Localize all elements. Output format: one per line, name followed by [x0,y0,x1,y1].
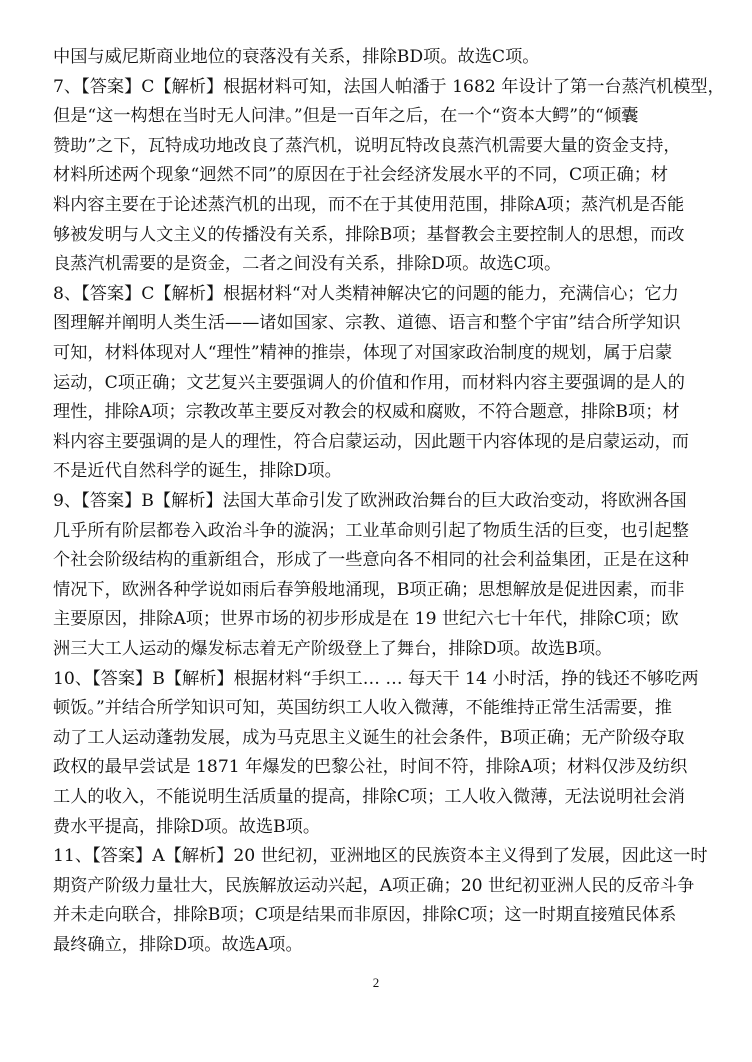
text-line: 料内容主要强调的是人的理性，符合启蒙运动，因此题干内容体现的是启蒙运动，而 [53,432,689,452]
text-line: 费水平提高，排除D项。故选B项。 [53,817,321,837]
text-line: 够被发明与人文主义的传播没有关系，排除B项；基督教会主要控制人的思想，而改 [53,225,685,245]
text-line: 8、【答案】C【解析】根据材料“对人类精神解决它的问题的能力，充满信心；它力 [53,284,679,304]
text-line: 但是“这一构想在当时无人问津。”但是一百年之后，在一个“资本大鳄”的“倾囊 [53,106,639,126]
text-line: 可知，材料体现对人“理性”精神的推崇，体现了对国家政治制度的规划，属于启蒙 [53,343,673,363]
page-number: 2 [372,975,380,990]
text-line: 图理解并阐明人类生活——诸如国家、宗教、道德、语言和整个宇宙”结合所学知识 [53,313,681,333]
text-line: 赞助”之下，瓦特成功地改良了蒸汽机，说明瓦特改良蒸汽机需要大量的资金支持， [53,136,681,156]
text-line: 材料所述两个现象“迥然不同”的原因在于社会经济发展水平的不同，C项正确；材 [53,165,669,185]
text-line: 10、【答案】B【解析】根据材料“手织工… … 每天干 14 小时活，挣的钱还不够吃两 [53,669,699,689]
text-line: 期资产阶级力量壮大，民族解放运动兴起，A项正确；20 世纪初亚洲人民的反帝斗争 [53,876,695,896]
text-line: 料内容主要在于论述蒸汽机的出现，而不在于其使用范围，排除A项；蒸汽机是否能 [53,195,685,215]
text-line: 并未走向联合，排除B项；C项是结果而非原因，排除C项；这一时期直接殖民体系 [53,905,677,925]
text-line: 不是近代自然科学的诞生，排除D项。 [53,461,342,481]
text-line: 顿饭。”并结合所学知识可知，英国纺织工人收入微薄，不能维持正常生活需要，推 [53,698,672,718]
text-line: 9、【答案】B【解析】法国大革命引发了欧洲政治舞台的巨大政治变动，将欧洲各国 [53,491,687,511]
text-line: 良蒸汽机需要的是资金，二者之间没有关系，排除D项。故选C项。 [53,254,562,274]
text-line: 政权的最早尝试是 1871 年爆发的巴黎公社，时间不符，排除A项；材料仅涉及纺织 [53,757,688,777]
text-line: 理性，排除A项；宗教改革主要反对教会的权威和腐败，不符合题意，排除B项；材 [53,402,680,422]
text-line: 7、【答案】C【解析】根据材料可知，法国人帕潘于 1682 年设计了第一台蒸汽机模型， [53,77,725,97]
text-line: 个社会阶级结构的重新组合，形成了一些意向各不相同的社会利益集团，正是在这种 [53,550,689,570]
text-line: 中国与威尼斯商业地位的衰落没有关系，排除BD项。故选C项。 [53,47,540,67]
text-line: 最终确立，排除D项。故选A项。 [53,935,303,955]
text-line: 主要原因，排除A项；世界市场的初步形成是在 19 世纪六七十年代，排除C项；欧 [53,609,679,629]
text-line: 工人的收入，不能说明生活质量的提高，排除C项；工人收入微薄，无法说明社会消 [53,787,685,807]
text-line: 洲三大工人运动的爆发标志着无产阶级登上了舞台，排除D项。故选B项。 [53,639,613,659]
text-line: 几乎所有阶层都卷入政治斗争的漩涡；工业革命则引起了物质生活的巨变，也引起整 [53,521,689,541]
text-line: 动了工人运动蓬勃发展，成为马克思主义诞生的社会条件，B项正确；无产阶级夺取 [53,728,685,748]
text-line: 运动，C项正确；文艺复兴主要强调人的价值和作用，而材料内容主要强调的是人的 [53,373,685,393]
text-line: 11、【答案】A【解析】20 世纪初，亚洲地区的民族资本主义得到了发展，因此这一时 [53,846,708,866]
text-line: 情况下，欧洲各种学说如雨后春笋般地涌现，B项正确；思想解放是促进因素，而非 [53,580,685,600]
